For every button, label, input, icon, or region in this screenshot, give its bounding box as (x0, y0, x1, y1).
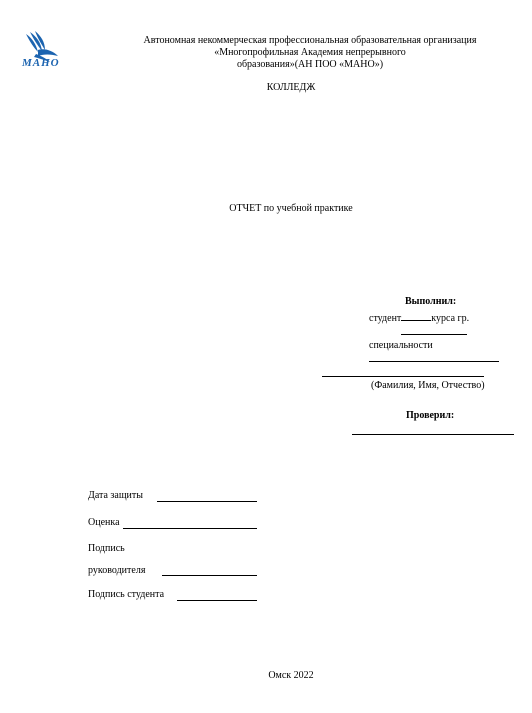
logo-text: МАНО (22, 57, 60, 69)
defense-date-blank (157, 501, 257, 502)
signature-label: Подпись (88, 543, 125, 554)
defense-date-label: Дата защиты (88, 490, 143, 501)
grade-blank (123, 528, 257, 529)
specialty-label: специальности (369, 340, 433, 351)
fio-caption: (Фамилия, Имя, Отчество) (371, 380, 485, 391)
performed-title: Выполнил: (405, 296, 457, 307)
student-label: студент (369, 313, 402, 324)
student-signature-blank (177, 600, 257, 601)
checked-title: Проверил: (406, 410, 455, 421)
org-line-3: образования»(АН ПОО «МАНО») (236, 59, 384, 70)
course-blank (401, 312, 431, 321)
organization-header (110, 35, 510, 71)
fio-blank (322, 376, 484, 377)
course-group-label: курса гр. (431, 313, 470, 324)
grade-label: Оценка (88, 517, 120, 528)
org-line-2: «Многопрофильная Академия непрерывного (214, 47, 406, 58)
academy-logo (20, 30, 70, 72)
student-course-line (369, 312, 469, 325)
org-line-1: Автономная некоммерческая профессиональная образовательная организация (143, 35, 477, 46)
city-year: Омск 2022 (268, 670, 314, 681)
report-title: ОТЧЕТ по учебной практике (229, 203, 353, 214)
supervisor-signature-blank (162, 575, 257, 576)
specialty-blank (369, 361, 499, 362)
group-blank (401, 334, 467, 335)
college-label: КОЛЛЕДЖ (266, 82, 316, 93)
student-signature-label: Подпись студента (88, 589, 165, 600)
supervisor-label: руководителя (88, 565, 146, 576)
checker-blank (352, 434, 514, 435)
